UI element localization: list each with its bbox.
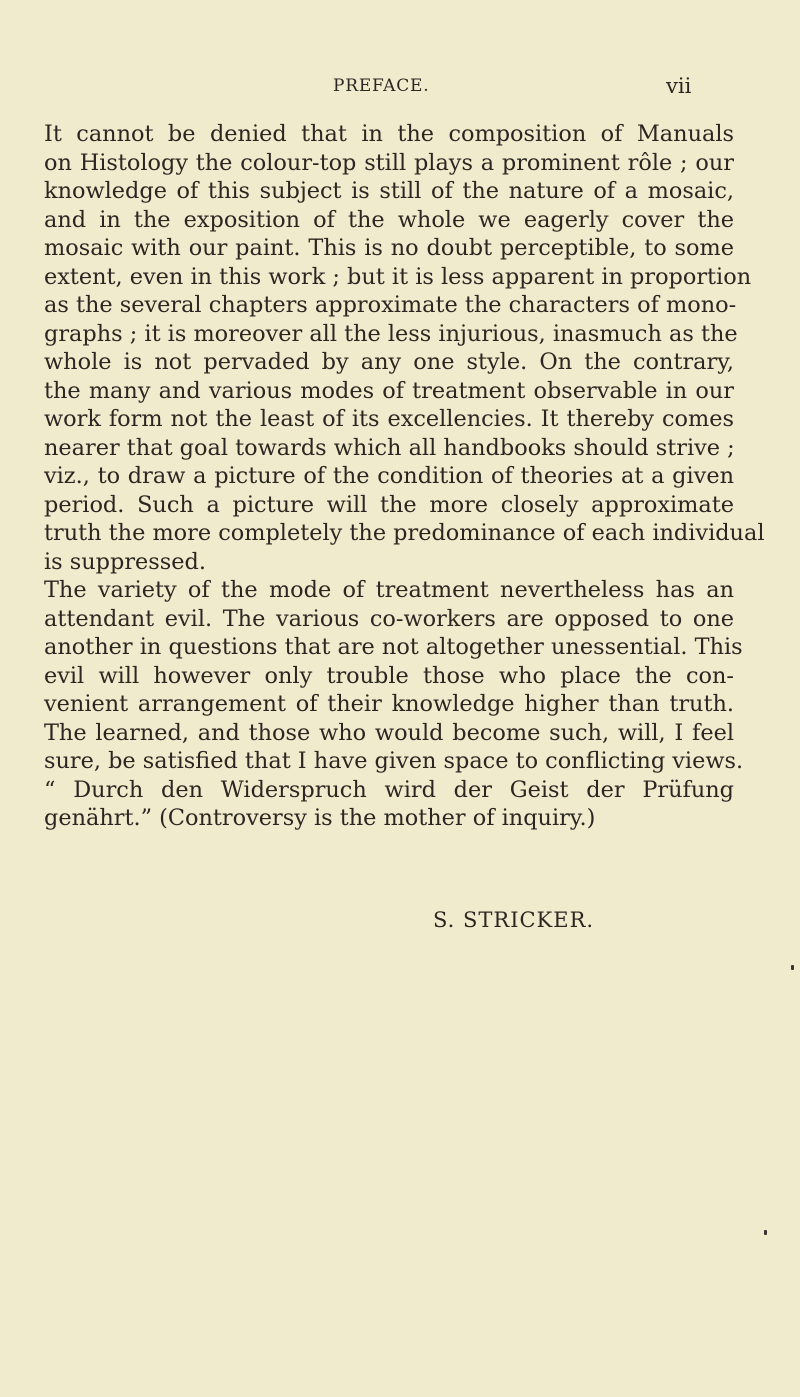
text-line: period. Such a picture will the more closely approximate — [44, 491, 734, 518]
paragraph-1 — [44, 120, 765, 576]
text-line: extent, even in this work ; but it is less apparent in proportion — [44, 263, 752, 290]
text-line: as the several chapters approximate the characters of mono- — [44, 292, 737, 318]
text-line: venient arrangement of their knowledge higher than truth. — [44, 691, 734, 717]
paragraph-2 — [44, 576, 744, 833]
author-signature: S. STRICKER. — [433, 908, 595, 932]
text-line: is suppressed. — [44, 548, 206, 575]
text-line: whole is not pervaded by any one style. On the contrary, — [44, 349, 734, 375]
text-line: attendant evil. The various co-workers are opposed to one — [44, 605, 734, 632]
text-line: “ Durch den Widerspruch wird der Geist der Prüfung — [44, 776, 734, 803]
running-title: PREFACE. — [333, 76, 430, 96]
text-line: knowledge of this subject is still of the nature of a mosaic, — [44, 178, 734, 204]
preface-body — [44, 120, 765, 833]
text-line: truth the more completely the predominance of each individual — [44, 520, 765, 546]
text-line: It cannot be denied that in the composition of Manuals — [44, 121, 734, 147]
text-line: The variety of the mode of treatment nevertheless has an — [44, 577, 734, 603]
running-header — [0, 62, 800, 102]
text-line: sure, be satisfied that I have given space to conflicting views. — [44, 748, 744, 774]
print-speck — [791, 965, 794, 970]
text-line: nearer that goal towards which all handbooks should strive ; — [44, 434, 735, 461]
text-line: the many and various modes of treatment observable in our — [44, 377, 734, 404]
text-line: on Histology the colour-top still plays a prominent rôle ; our — [44, 149, 734, 176]
text-line: viz., to draw a picture of the condition of theories at a given — [44, 463, 734, 489]
text-line: genährt.” (Controversy is the mother of inquiry.) — [44, 805, 596, 831]
text-line: mosaic with our paint. This is no doubt perceptible, to some — [44, 235, 734, 261]
text-line: The learned, and those who would become such, will, I feel — [44, 719, 734, 746]
text-line: and in the exposition of the whole we eagerly cover the — [44, 206, 734, 233]
print-speck — [764, 1230, 767, 1235]
text-line: evil will however only trouble those who place the con- — [44, 662, 734, 689]
text-line: work form not the least of its excellencies. It thereby comes — [44, 406, 734, 432]
page-number: vii — [666, 74, 692, 98]
text-line: another in questions that are not altogether unessential. This — [44, 634, 743, 660]
text-line: graphs ; it is moreover all the less injurious, inasmuch as the — [44, 320, 738, 347]
